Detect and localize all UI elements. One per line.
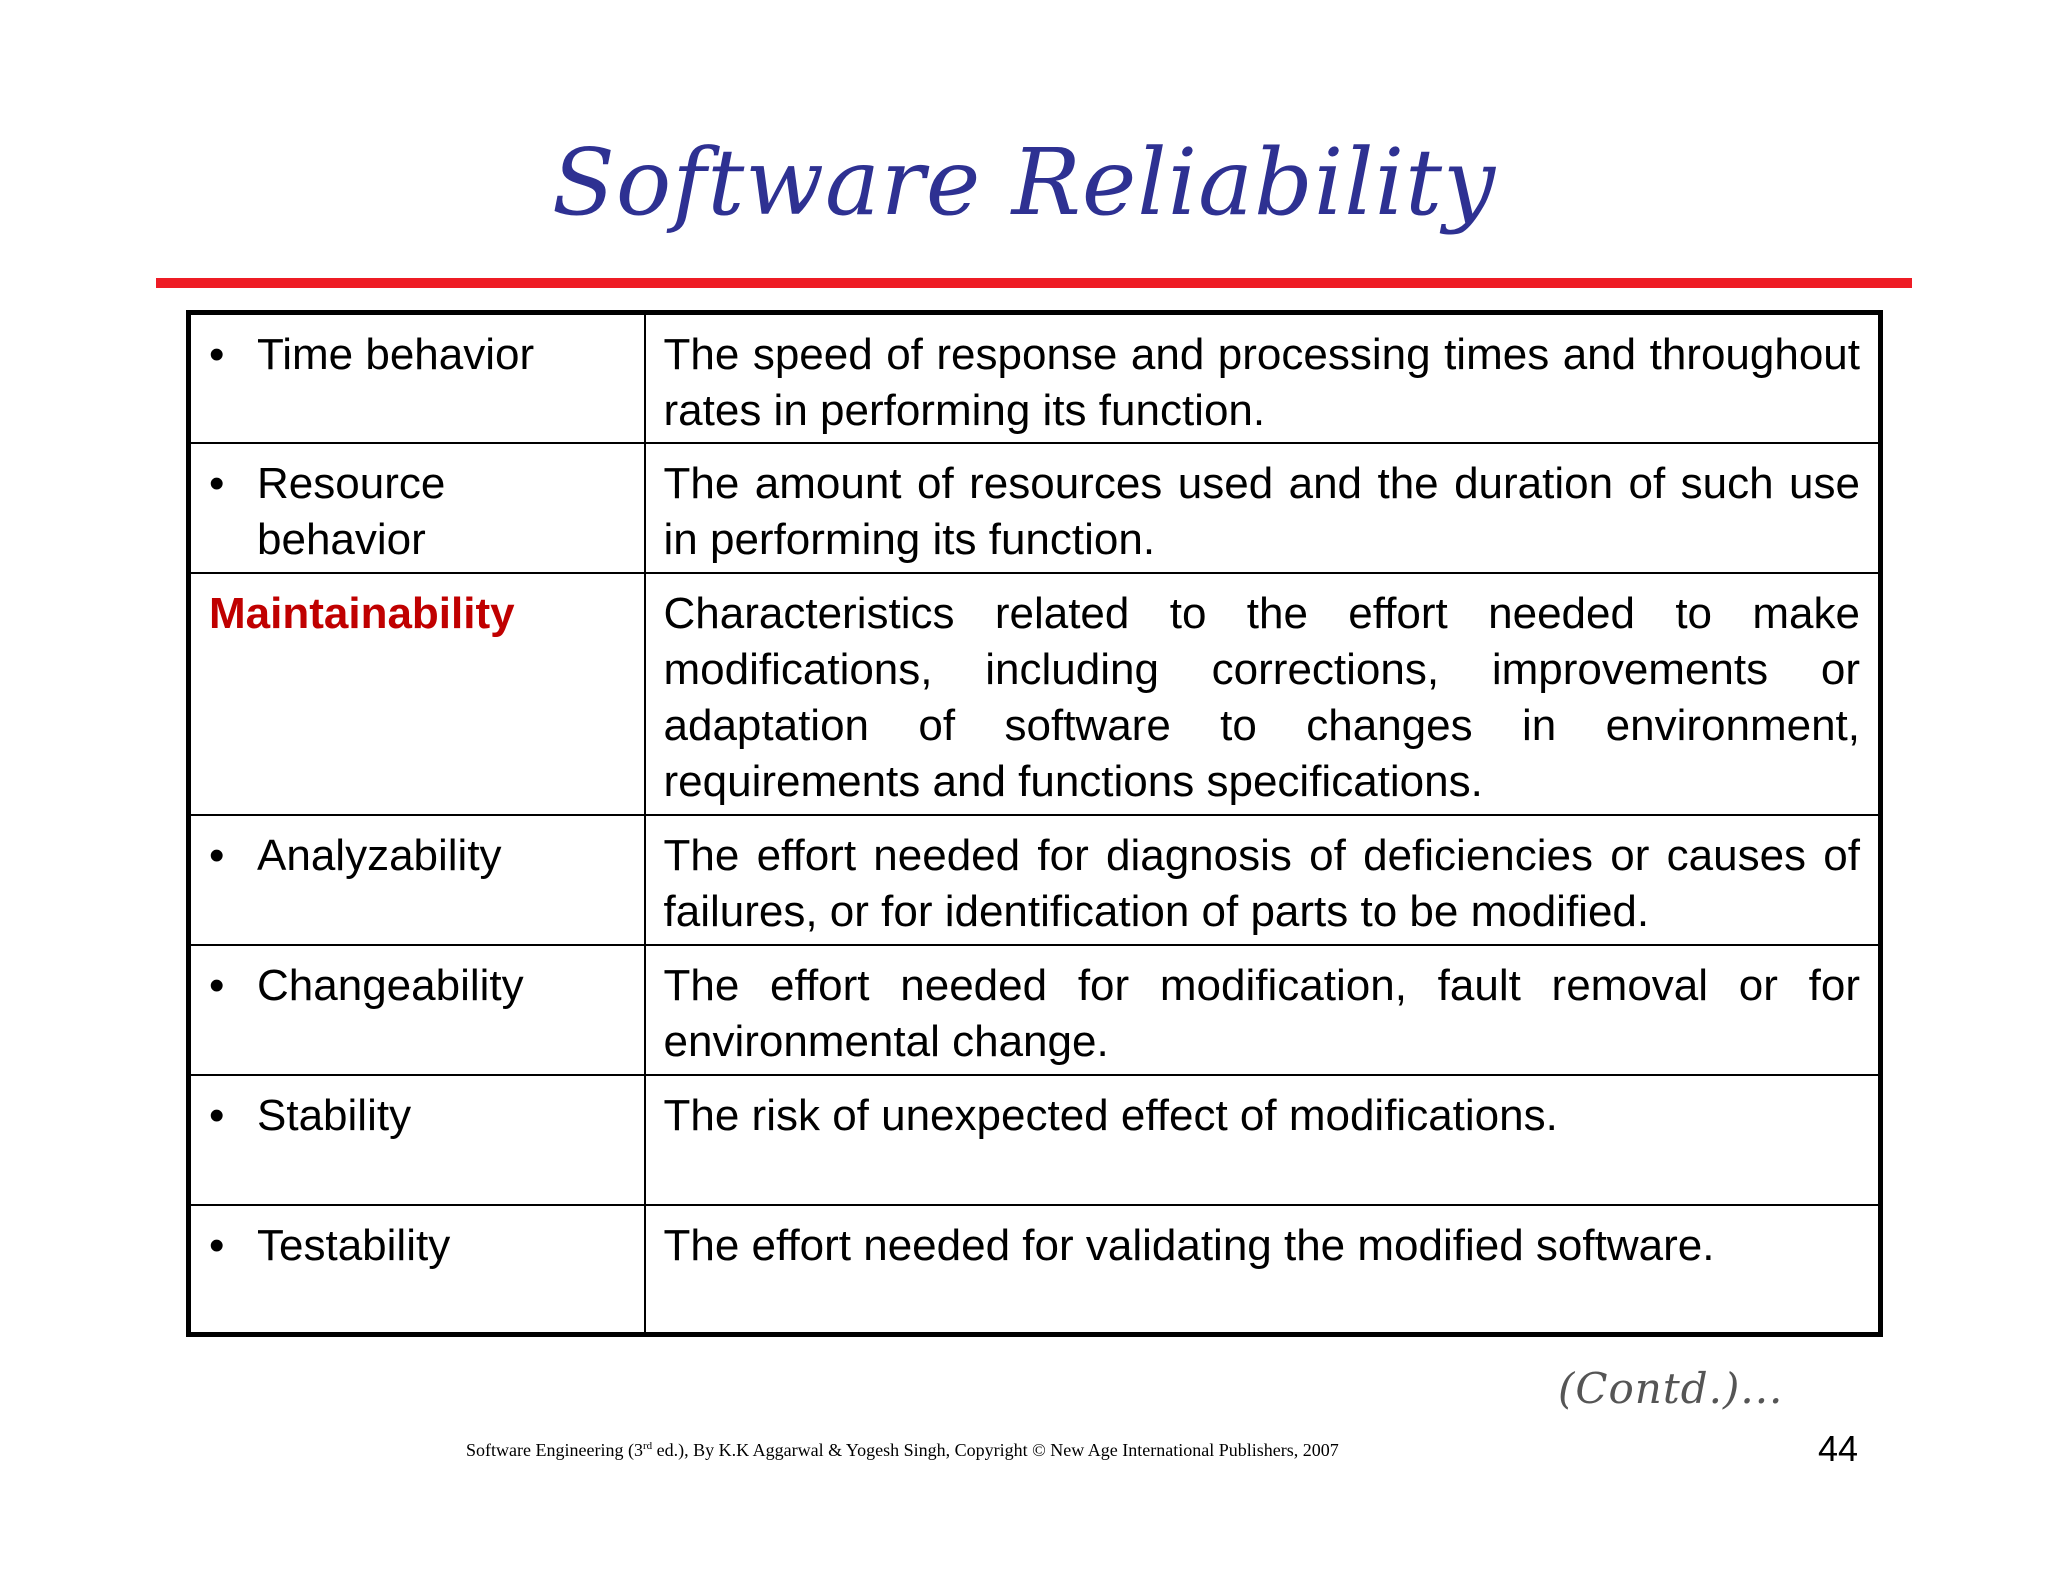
footer-superscript: rd — [642, 1440, 653, 1452]
bullet-icon: • — [209, 1090, 225, 1140]
bullet-icon: • — [209, 458, 225, 508]
section-heading-maintainability: Maintainability — [209, 588, 515, 638]
row-description: The effort needed for modification, fault removal or for environmental change. — [645, 945, 1881, 1075]
bullet-icon: • — [209, 1220, 225, 1270]
row-label-cell — [189, 573, 645, 815]
footer-prefix: Software Engineering (3 — [466, 1440, 643, 1460]
row-label-cell — [189, 945, 645, 1075]
row-label: Stability — [257, 1090, 412, 1140]
row-label-cell — [189, 1205, 645, 1335]
characteristics-table — [186, 310, 1883, 1337]
row-label: Analyzability — [257, 830, 502, 880]
page-number: 44 — [1818, 1428, 1859, 1469]
bullet-icon: • — [209, 330, 225, 379]
table-row — [189, 1205, 1881, 1335]
table-row — [189, 573, 1881, 815]
table-row — [189, 945, 1881, 1075]
bullet-icon: • — [209, 830, 225, 880]
footer-citation — [466, 1440, 1339, 1461]
row-label-cell — [189, 815, 645, 945]
slide-title: Software Reliability — [551, 129, 1497, 236]
row-label: Testability — [257, 1220, 451, 1270]
continued-note: (Contd.)... — [1558, 1364, 1784, 1413]
row-label: Resource behavior — [257, 458, 446, 564]
row-description: The speed of response and processing times and throughout rates in performing its function. — [645, 313, 1881, 443]
row-label-cell — [189, 1075, 645, 1205]
title-divider — [156, 278, 1912, 288]
row-description: The effort needed for validating the modified software. — [645, 1205, 1881, 1335]
row-label-cell — [189, 443, 645, 573]
row-description: The amount of resources used and the duration of such use in performing its function. — [645, 443, 1881, 573]
row-description: Characteristics related to the effort needed to make modifications, including corrections, improvements or adaptation of software to changes in environment, requirements and functions specifications. — [645, 573, 1881, 815]
table-row — [189, 815, 1881, 945]
footer-suffix: ed.), By K.K Aggarwal & Yogesh Singh, Copyright © New Age International Publishers, 2007 — [652, 1440, 1339, 1460]
table-row — [189, 443, 1881, 573]
row-description: The risk of unexpected effect of modifications. — [645, 1075, 1881, 1205]
row-description: The effort needed for diagnosis of deficiencies or causes of failures, or for identification of parts to be modified. — [645, 815, 1881, 945]
bullet-icon: • — [209, 960, 225, 1010]
table-row — [189, 1075, 1881, 1205]
row-label: Changeability — [257, 960, 524, 1010]
row-label: Time behavior — [257, 330, 535, 379]
row-label-cell — [189, 313, 645, 443]
table-row — [189, 313, 1881, 443]
